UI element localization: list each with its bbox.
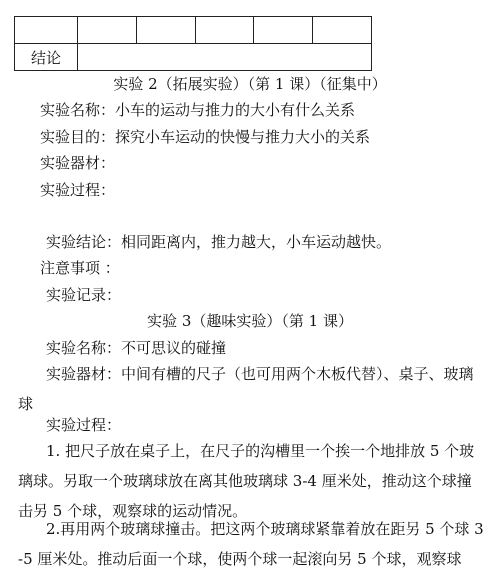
experiment2-heading: 实验 2（拓展实验）（第 1 课）（征集中） <box>113 75 387 93</box>
experiment2-process: 实验过程： <box>40 181 116 199</box>
table-cell <box>195 17 254 44</box>
table-cell <box>254 17 313 44</box>
experiment2-equipment: 实验器材： <box>40 154 116 172</box>
experiment2-conclusion: 实验结论：相同距离内，推力越大，小车运动越快。 <box>46 233 392 251</box>
experiment2-record: 实验记录： <box>46 286 122 304</box>
table-cell <box>78 17 137 44</box>
table-cell <box>313 17 372 44</box>
conclusion-cell <box>78 44 372 71</box>
record-table <box>14 16 372 71</box>
experiment3-heading: 实验 3（趣味实验）（第 1 课） <box>147 312 353 330</box>
table-cell <box>15 17 78 44</box>
conclusion-label: 结论 <box>15 44 78 71</box>
experiment3-equipment: 实验器材：中间有槽的尺子（也可用两个木板代替）、桌子、玻璃球 <box>18 365 474 413</box>
table-cell <box>136 17 195 44</box>
experiment3-name: 实验名称：不可思议的碰撞 <box>46 339 227 357</box>
experiment3-step2: 2.再用两个玻璃球撞击。把这两个玻璃球紧靠着放在距另 5 个球 3-5 厘米处。推动后面一个球，使两个球一起滚向另 5 个球，观察球 <box>18 520 484 568</box>
table-row <box>15 44 372 71</box>
table-row <box>15 17 372 44</box>
experiment2-name: 实验名称：小车的运动与推力的大小有什么关系 <box>40 101 356 119</box>
experiment2-notes: 注意事项 ： <box>40 259 120 277</box>
experiment3-step1: 1. 把尺子放在桌子上，在尺子的沟槽里一个挨一个地排放 5 个玻璃球。另取一个玻璃球放在离其他玻璃球 3-4 厘米处，推动这个球撞击另 5 个球，观察球的运动情况。 <box>18 442 475 520</box>
experiment3-process: 实验过程： <box>46 416 122 434</box>
experiment2-purpose: 实验目的：探究小车运动的快慢与推力大小的关系 <box>40 128 371 146</box>
